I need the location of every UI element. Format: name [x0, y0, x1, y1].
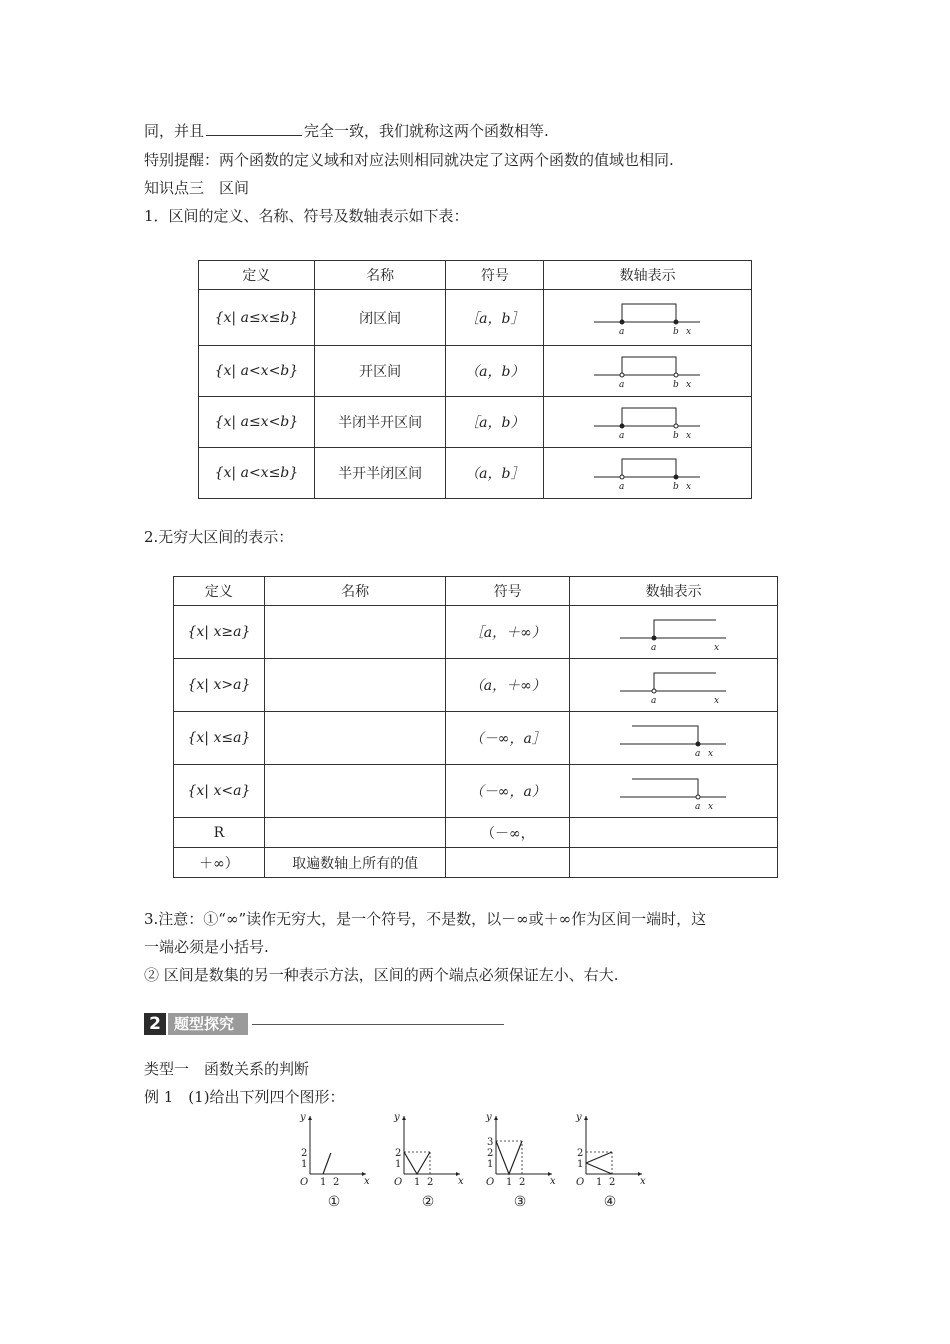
tick-label-a: a: [618, 431, 624, 440]
cell-name: 取遍数轴上所有的值: [264, 848, 446, 878]
axis-label-x: x: [685, 326, 691, 336]
tick-label-b: b: [672, 431, 679, 440]
x-tick-label: 1: [506, 1177, 513, 1188]
open-endpoint: [620, 373, 624, 377]
axis-label-x: x: [713, 696, 719, 705]
y-arrow: [402, 1116, 406, 1120]
y-axis-label: y: [394, 1112, 400, 1123]
x-tick-label: 2: [519, 1177, 526, 1188]
y-tick-label: 3: [487, 1137, 494, 1148]
knowledge-point-title: 知识点三 区间: [144, 179, 250, 197]
ray-bracket: [654, 620, 716, 638]
type-heading: 类型一 函数关系的判断: [144, 1060, 310, 1078]
table2-intro: 2.无穷大区间的表示：: [144, 528, 294, 546]
cell-symbol: ［a，＋∞）: [446, 606, 570, 659]
tick-label-a: a: [694, 802, 700, 811]
open-endpoint: [674, 373, 678, 377]
table-row: [199, 448, 752, 499]
y-arrow: [494, 1116, 498, 1120]
header-symbol: 符号: [446, 261, 544, 290]
cell-definition: {x| x≥a}: [174, 606, 265, 659]
cell-symbol: （a，b）: [446, 346, 544, 397]
y-tick-label: 1: [301, 1159, 308, 1170]
y-axis-label: y: [300, 1112, 306, 1123]
tick-label-b: b: [672, 326, 679, 336]
ray-bracket: [632, 726, 698, 744]
section-number: 2: [144, 1013, 166, 1035]
x-tick-label: 1: [320, 1177, 327, 1188]
cell-number-line: [570, 712, 778, 765]
number-line: [588, 353, 708, 389]
cell-symbol: （a，＋∞）: [446, 659, 570, 712]
interval-bracket: [622, 459, 676, 477]
tick-label-a: a: [618, 326, 624, 336]
cell-number-line: [544, 346, 752, 397]
number-line: [588, 404, 708, 440]
cell-symbol: （－∞，a］: [446, 712, 570, 765]
table-row-r-continued: [174, 848, 778, 878]
note-line: ② 区间是数集的另一种表示方法，区间的两个端点必须保证左小、右大.: [144, 966, 619, 984]
tick-label-b: b: [672, 482, 679, 491]
number-line: [614, 612, 734, 652]
y-tick-label: 1: [577, 1159, 584, 1170]
number-line: [588, 455, 708, 491]
x-axis-label: x: [364, 1176, 370, 1187]
cell-number-line: [570, 818, 778, 848]
number-line: [614, 771, 734, 811]
function-graph: [388, 1110, 468, 1220]
x-tick-label: 1: [596, 1177, 603, 1188]
interval-bracket: [622, 408, 676, 426]
x-axis-label: x: [640, 1176, 646, 1187]
x-axis-label: x: [550, 1176, 556, 1187]
function-graph: [570, 1110, 650, 1220]
interval-bracket: [622, 304, 676, 322]
closed-endpoint: [674, 320, 678, 324]
cell-number-line: [570, 848, 778, 878]
x-tick-label: 2: [609, 1177, 616, 1188]
header-number-line: 数轴表示: [570, 577, 778, 606]
interval-definition-table: [198, 260, 752, 499]
cell-number-line: [570, 765, 778, 818]
y-tick-label: 2: [487, 1148, 494, 1159]
cell-name: 半闭半开区间: [314, 397, 446, 448]
note-line: 一端必须是小括号.: [144, 938, 269, 956]
closed-endpoint: [696, 742, 700, 746]
cell-definition: ＋∞）: [174, 848, 265, 878]
y-arrow: [584, 1116, 588, 1120]
axis-label-x: x: [685, 431, 691, 440]
cell-definition: {x| a≤x≤b}: [199, 290, 315, 346]
header-name: 名称: [314, 261, 446, 290]
axis-label-x: x: [707, 802, 713, 811]
table-row: [174, 765, 778, 818]
infinite-interval-table: [173, 576, 778, 878]
origin-label: O: [394, 1177, 403, 1188]
note-line: 3.注意：①“∞”读作无穷大，是一个符号，不是数，以－∞或＋∞作为区间一端时，这: [144, 910, 707, 928]
open-endpoint: [674, 424, 678, 428]
open-endpoint: [652, 689, 656, 693]
cell-name: [264, 659, 446, 712]
table-row: [199, 397, 752, 448]
function-graphs: [294, 1110, 654, 1220]
cell-name: 闭区间: [314, 290, 446, 346]
table-row: [199, 346, 752, 397]
x-axis-label: x: [458, 1176, 464, 1187]
section-header: [144, 1012, 504, 1036]
number-line: [614, 665, 734, 705]
fill-blank: [206, 121, 302, 136]
y-tick-label: 2: [395, 1148, 402, 1159]
graph-label: ②: [421, 1194, 435, 1210]
function-curve: [586, 1152, 612, 1163]
origin-label: O: [486, 1177, 495, 1188]
origin-label: O: [576, 1177, 585, 1188]
cell-name: [264, 765, 446, 818]
cell-number-line: [544, 397, 752, 448]
open-endpoint: [696, 795, 700, 799]
number-line: [614, 718, 734, 758]
axis-label-x: x: [707, 749, 713, 758]
cell-symbol: ［a，b）: [446, 397, 544, 448]
y-arrow: [308, 1116, 312, 1120]
cell-name: 半开半闭区间: [314, 448, 446, 499]
table1-intro: 1．区间的定义、名称、符号及数轴表示如下表：: [144, 207, 469, 225]
table-header-row: [174, 577, 778, 606]
axis-label-x: x: [685, 482, 691, 491]
table-header-row: [199, 261, 752, 290]
cell-name: [264, 712, 446, 765]
y-tick-label: 2: [577, 1148, 584, 1159]
cell-number-line: [544, 448, 752, 499]
axis-label-x: x: [685, 380, 691, 389]
interval-bracket: [622, 357, 676, 375]
axis-label-x: x: [713, 643, 719, 652]
cell-definition: R: [174, 818, 265, 848]
graph-label: ④: [603, 1194, 617, 1210]
table-row: [174, 606, 778, 659]
example-heading: 例 1 (1)给出下列四个图形：: [144, 1088, 345, 1106]
cell-symbol: （a，b］: [446, 448, 544, 499]
cell-number-line: [570, 659, 778, 712]
closed-endpoint: [652, 636, 656, 640]
open-endpoint: [620, 475, 624, 479]
tick-label-a: a: [650, 643, 656, 652]
number-line: [588, 300, 708, 336]
function-graph: [294, 1110, 374, 1220]
cell-name: [264, 606, 446, 659]
cell-symbol: ［a，b］: [446, 290, 544, 346]
text-fragment: 完全一致，我们就称这两个函数相等.: [304, 122, 549, 140]
closed-endpoint: [620, 424, 624, 428]
y-tick-label: 2: [301, 1148, 308, 1159]
x-tick-label: 2: [333, 1177, 340, 1188]
function-curve: [496, 1141, 522, 1174]
origin-label: O: [300, 1177, 309, 1188]
graph-label: ①: [327, 1194, 341, 1210]
function-curve: [586, 1163, 612, 1174]
closed-endpoint: [620, 320, 624, 324]
cell-definition: {x| x<a}: [174, 765, 265, 818]
function-curve: [323, 1153, 331, 1174]
section-divider: [252, 1024, 504, 1025]
tip-line: 特别提醒：两个函数的定义域和对应法则相同就决定了这两个函数的值域也相同.: [144, 151, 674, 169]
cell-definition: {x| a≤x<b}: [199, 397, 315, 448]
cell-symbol: （－∞，: [446, 818, 570, 848]
y-tick-label: 1: [395, 1159, 402, 1170]
x-tick-label: 2: [427, 1177, 434, 1188]
header-name: 名称: [264, 577, 446, 606]
tick-label-a: a: [618, 380, 624, 389]
y-axis-label: y: [486, 1112, 492, 1123]
function-curve: [404, 1152, 430, 1174]
ray-bracket: [632, 779, 698, 797]
tick-label-b: b: [672, 380, 679, 389]
cell-definition: {x| a<x≤b}: [199, 448, 315, 499]
table-row: [174, 659, 778, 712]
y-axis-label: y: [576, 1112, 582, 1123]
closed-endpoint: [674, 475, 678, 479]
header-number-line: 数轴表示: [544, 261, 752, 290]
cell-definition: {x| a<x<b}: [199, 346, 315, 397]
text-fragment: 同，并且: [144, 122, 205, 140]
x-tick-label: 1: [414, 1177, 421, 1188]
header-definition: 定义: [199, 261, 315, 290]
tick-label-a: a: [694, 749, 700, 758]
tick-label-a: a: [650, 696, 656, 705]
cell-definition: {x| x≤a}: [174, 712, 265, 765]
cell-definition: {x| x>a}: [174, 659, 265, 712]
table-row-r: [174, 818, 778, 848]
function-graph: [480, 1110, 560, 1220]
tick-label-a: a: [618, 482, 624, 491]
cell-symbol: [446, 848, 570, 878]
header-definition: 定义: [174, 577, 265, 606]
header-symbol: 符号: [446, 577, 570, 606]
section-title: 题型探究: [168, 1013, 248, 1035]
table-row: [199, 290, 752, 346]
cell-number-line: [570, 606, 778, 659]
text-line: [144, 120, 549, 142]
cell-name: [264, 818, 446, 848]
graph-label: ③: [513, 1194, 527, 1210]
ray-bracket: [654, 673, 716, 691]
table-row: [174, 712, 778, 765]
cell-name: 开区间: [314, 346, 446, 397]
cell-number-line: [544, 290, 752, 346]
y-tick-label: 1: [487, 1159, 494, 1170]
cell-symbol: （－∞，a）: [446, 765, 570, 818]
